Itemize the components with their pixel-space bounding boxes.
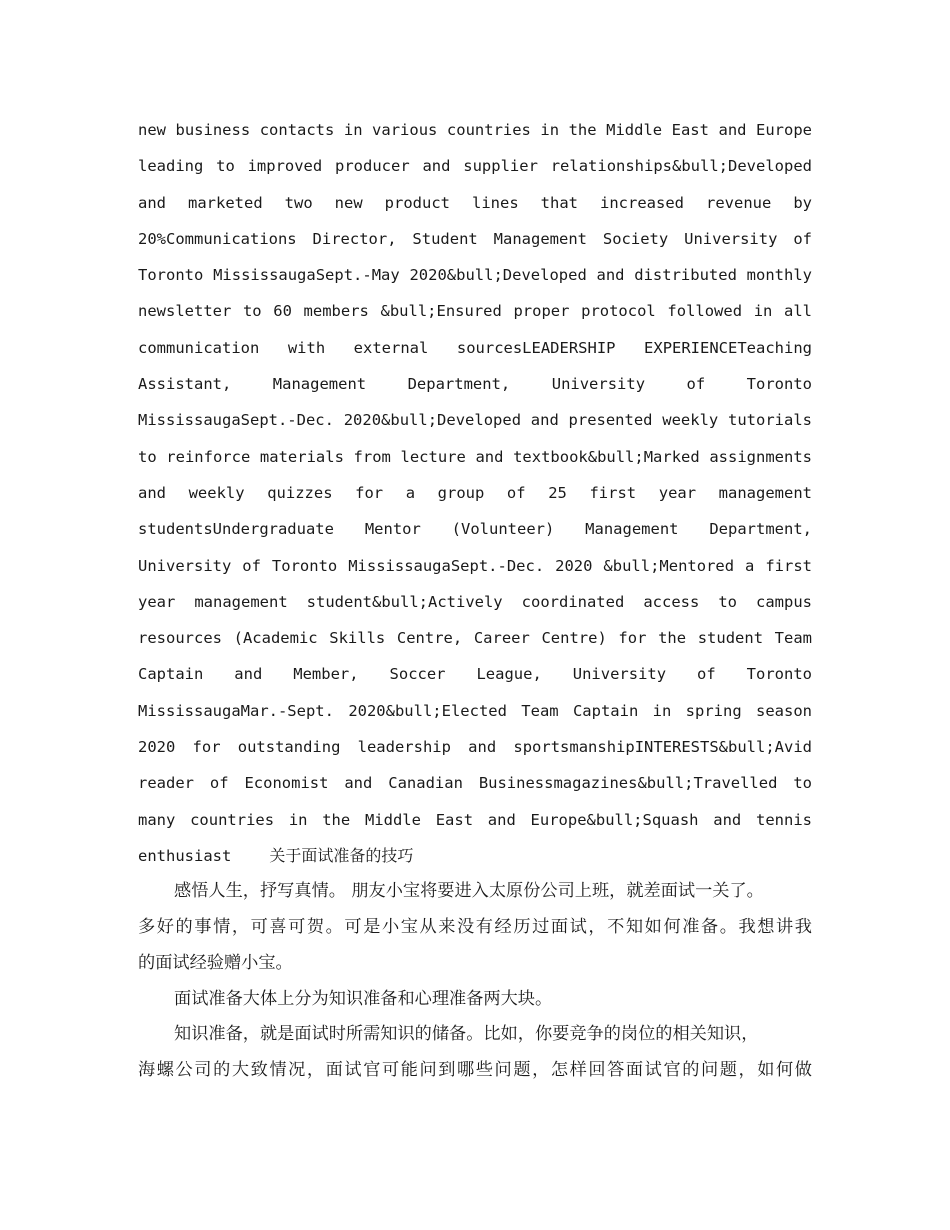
text-line: MississaugaSept.-Dec. 2020&bull;Developed and presented weekly tutorials [138, 411, 812, 430]
article-title: 关于面试准备的技巧 [269, 845, 414, 865]
text-line: and marketed two new product lines that increased revenue by [138, 193, 812, 212]
paragraph-line: 感悟人生，抒写真情。 朋友小宝将要进入太原份公司上班，就差面试一关了。 [174, 881, 764, 902]
text-line: Toronto MississaugaSept.-May 2020&bull;Developed and distributed monthly [138, 266, 812, 285]
text-line: University of Toronto MississaugaSept.-Dec. 2020 &bull;Mentored a first [138, 556, 812, 575]
text-line: Captain and Member, Soccer League, University of Toronto [138, 665, 812, 684]
text-line-end: enthusiast [138, 846, 232, 865]
text-line: resources (Academic Skills Centre, Career Centre) for the student Team [138, 629, 812, 648]
text-line: communication with external sourcesLEADERSHIP EXPERIENCETeaching [138, 338, 812, 357]
text-line: 2020 for outstanding leadership and sportsmanshipINTERESTS&bull;Avid [138, 738, 812, 757]
resume-text-block [138, 112, 812, 874]
text-line: year management student&bull;Actively coordinated access to campus [138, 592, 812, 611]
paragraph-line: 的面试经验赠小宝。 [138, 952, 293, 973]
article-body [138, 874, 812, 1089]
text-line: leading to improved producer and supplier relationships&bull;Developed [138, 157, 812, 176]
text-line-last [138, 838, 812, 874]
document-body [138, 112, 812, 1089]
text-line: to reinforce materials from lecture and textbook&bull;Marked assignments [138, 447, 812, 466]
text-line: 20%Communications Director, Student Management Society University of [138, 229, 812, 248]
text-line: new business contacts in various countries in the Middle East and Europe [138, 121, 812, 139]
text-line: MississaugaMar.-Sept. 2020&bull;Elected Team Captain in spring season [138, 701, 812, 720]
text-line: studentsUndergraduate Mentor (Volunteer) Management Department, [138, 520, 812, 539]
paragraph-line: 面试准备大体上分为知识准备和心理准备两大块。 [174, 988, 553, 1009]
text-line: and weekly quizzes for a group of 25 first year management [138, 483, 812, 502]
paragraph-line: 多好的事情，可喜可贺。可是小宝从来没有经历过面试，不知如何准备。我想讲我 [138, 917, 812, 938]
text-line: reader of Economist and Canadian Businessmagazines&bull;Travelled to [138, 774, 812, 793]
paragraph-line: 海螺公司的大致情况，面试官可能问到哪些问题，怎样回答面试官的问题，如何做 [138, 1060, 812, 1081]
paragraph-line: 知识准备，就是面试时所需知识的储备。比如，你要竞争的岗位的相关知识， [174, 1024, 759, 1045]
text-line: Assistant, Management Department, University of Toronto [138, 375, 812, 394]
text-line: many countries in the Middle East and Europe&bull;Squash and tennis [138, 810, 812, 829]
text-line: newsletter to 60 members &bull;Ensured proper protocol followed in all [138, 302, 812, 321]
